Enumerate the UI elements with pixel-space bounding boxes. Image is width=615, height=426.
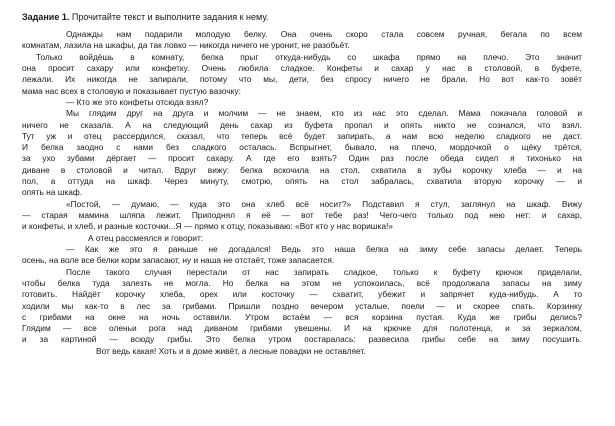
text-line: мама нас всех в столовую и показывает пустую вазочку: — [22, 85, 241, 96]
text-line: она просит сахару или конфетку. Очень любила сладкое. Конфеты и сахар у нас в столовой, в буфете, — [22, 62, 582, 73]
text-line: Глядим — все оленьи рога над диваном грибами увешены. И на крючке для полотенца, и за зеркалом, — [22, 323, 582, 334]
text-line: диване в столовой и читал. Вдруг вижу: белка вскочила на стол, схватила в зубы корочку хлеба — и на — [22, 164, 582, 175]
text-line: И белка заодно с нами без сладкого осталась. Вспрыгнет, бывало, на плечо, мордочкой о щёку трётся, — [22, 142, 582, 153]
text-line: — Кто же это конфеты отсюда взял? — [66, 96, 209, 107]
text-line: Однажды нам подарили молодую белку. Она очень скоро стала совсем ручная, бегала по всем — [66, 29, 582, 39]
text-line: Вот ведь какая! Хоть и в доме живёт, а лесные повадки не оставляет. — [96, 345, 366, 356]
text-line: А отец рассмеялся и говорит: — [88, 232, 204, 243]
text-line: с грибами на окне на ночь оставили. Утром встаём — вся корзина пустая. Куда же грибы делись? — [22, 311, 582, 322]
text-line: лежали. Их никогда не запирали, потому что мы, дети, без спросу ничего не брали. Но вот как-то зовёт — [22, 74, 582, 85]
text-line: После такого случая перестали от нас запирать сладкое, только к буфету крючок приделали, — [66, 266, 582, 277]
text-line: пол, а оттуда на шкаф. Через минуту, смотрю, опять на стол забралась, схватила вторую корочку — и — [22, 176, 582, 187]
text-line: за ухо зубами дёргает — просит сахару. А где его взять? Один раз после обеда сидел я тихонько на — [22, 153, 582, 164]
text-line: Мы глядим друг на друга и молчим — не знаем, кто из нас это сделал. Мама покачала головой и — [66, 108, 582, 119]
text-line: осень, на воле все белки корм запасают, ну и наша не отстаёт, тоже запасается. — [22, 255, 335, 266]
text-line: комнатам, лазила на шкафы, да так ловко — никогда ничего не уронит, не разобьёт. — [22, 40, 350, 51]
text-line: и за картиной — всюду грибы. Это белка утром постаралась: развесила грибы себе на зиму посушить. — [22, 334, 582, 345]
text-line: ничего не сказала. А на следующий день сахар из буфета пропал и опять никто не сознался, что взял. — [22, 119, 582, 130]
text-line: Тут уж и отец рассердился, сказал, что теперь всё будет запирать, а нам всю неделю сладкого не даст. — [22, 130, 582, 141]
task-instruction: Прочитайте текст и выполните задания к нему. — [71, 12, 269, 22]
text-line: чтобы белка туда залезть не могла. Но белка на этом не успокоилась, всё продолжала запасы на зиму — [22, 277, 582, 288]
text-line: Только войдёшь в комнату, белка прыг откуда-нибудь со шкафа прямо на плечо. Это значит — [36, 51, 582, 62]
text-line: ходили мы как-то в лес за грибами. Пришли поздно вечером усталые, поели — и скорее спать. Корзинку — [22, 300, 582, 311]
task-heading — [22, 12, 268, 23]
story-text — [22, 29, 582, 357]
text-line: готовить. Найдёт корочку хлеба, орех или косточку — схватит, убежит и запрячет куда-нибудь. А то — [22, 289, 582, 300]
task-label: Задание 1. — [22, 12, 70, 22]
text-line: — старая мамина шляпа лежит. Приподнял я её — вот тебе раз! Чего-чего только под нею нет: и сахар, — [22, 210, 582, 220]
text-line: опять на шкаф. — [22, 187, 83, 198]
text-line: «Постой, — думаю, — куда это она хлеб всё носит?» Подставил я стул, заглянул на шкаф. Вижу — [66, 198, 582, 209]
text-line: и конфеты, и хлеб, и разные косточки...Я — прямо к отцу, показываю: «Вот кто у нас воришка!» — [22, 221, 393, 232]
text-line: — Как же это я раньше не догадался! Ведь это наша белка на зиму себе запасы делает. Теперь — [66, 243, 582, 254]
